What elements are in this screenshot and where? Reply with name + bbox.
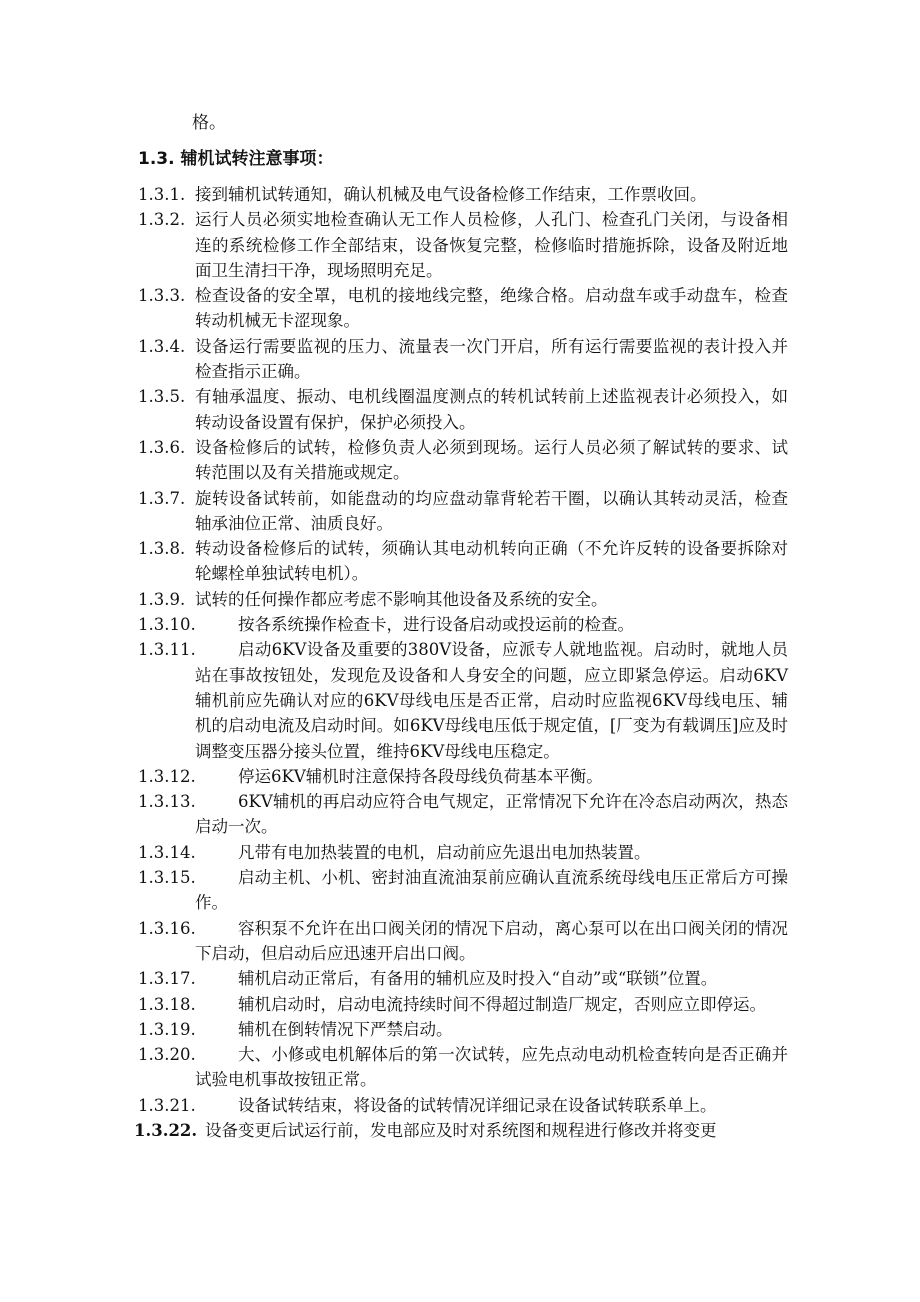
list-item — [138, 182, 788, 207]
item-number: 1.3.10. — [138, 615, 196, 635]
section-heading — [138, 146, 334, 172]
section-number: 1.3. — [138, 149, 175, 169]
item-number: 1.3.22. — [134, 1120, 198, 1140]
item-number: 1.3.1. — [138, 185, 186, 204]
section-title: 辅机试转注意事项： — [180, 149, 334, 169]
item-number: 1.3.5. — [138, 387, 186, 407]
item-text: 凡带有电加热装置的电机，启动前应先退出电加热装置。 — [238, 842, 651, 862]
item-text: 设备检修后的试转，检修负责人必须到现场。运行人员必须了解试转的要求、试转范围以及有关措施或规定。 — [195, 437, 788, 483]
item-number: 1.3.19. — [138, 1019, 196, 1039]
item-text: 检查设备的安全罩，电机的接地线完整，绝缘合格。启动盘车或手动盘车，检查转动机械无卡涩现象。 — [195, 286, 788, 331]
item-text: 辅机启动时，启动电流持续时间不得超过制造厂规定，否则应立即停运。 — [238, 994, 766, 1014]
item-text: 按各系统操作检查卡，进行设备启动或投运前的检查。 — [238, 615, 634, 635]
item-text: 试转的任何操作都应考虑不影响其他设备及系统的安全。 — [195, 589, 608, 609]
item-number: 1.3.11. — [138, 640, 196, 660]
list-item — [138, 865, 788, 916]
item-text: 有轴承温度、振动、电机线圈温度测点的转机试转前上述监视表计必须投入，如转动设备设置有保护，保护必须投入。 — [195, 387, 788, 432]
list-item — [138, 840, 788, 865]
list-item — [138, 207, 788, 283]
item-number: 1.3.2. — [138, 210, 186, 230]
list-item — [138, 966, 788, 991]
list-item — [134, 1118, 788, 1143]
item-number: 1.3.14. — [138, 842, 196, 862]
item-text: 6KV辅机的再启动应符合电气规定，正常情况下允许在冷态启动两次，热态启动一次。 — [195, 792, 788, 837]
list-item — [138, 283, 788, 334]
list-item — [138, 334, 788, 385]
item-number: 1.3.3. — [138, 286, 186, 306]
item-number: 1.3.18. — [138, 994, 196, 1014]
list-item — [138, 637, 788, 763]
item-number: 1.3.15. — [138, 868, 196, 888]
list-item — [138, 536, 788, 587]
item-number: 1.3.12. — [138, 766, 196, 786]
item-text: 启动6KV设备及重要的380V设备，应派专人就地监视。启动时，就地人员站在事故按钮处，发现危及设备和人身安全的问题，应立即紧急停运。启动6KV辅机前应先确认对应的6KV母线电压是否正常，启动时应监视6KV母线电压、辅机的启动电流及启动时间。如6KV母线电压低于规定值，[厂变为有载调压]应及时调整变压器分接头位置，维持6KV母线电压稳定。 — [195, 640, 788, 761]
item-text: 旋转设备试转前，如能盘动的均应盘动靠背轮若干圈，以确认其转动灵活，检查轴承油位正常、油质良好。 — [195, 488, 788, 533]
item-text: 大、小修或电机解体后的第一次试转，应先点动电动机检查转向是否正确并试验电机事故按钮正常。 — [195, 1045, 788, 1090]
item-text: 接到辅机试转通知，确认机械及电气设备检修工作结束，工作票收回。 — [195, 185, 707, 204]
list-item — [138, 486, 788, 537]
list-item — [138, 764, 788, 789]
list-item — [138, 1017, 788, 1042]
item-number: 1.3.9. — [138, 589, 186, 609]
item-text: 转动设备检修后的试转，须确认其电动机转向正确（不允许反转的设备要拆除对轮螺栓单独试转电机）。 — [195, 539, 788, 584]
list-item — [138, 992, 788, 1017]
list-item — [138, 384, 788, 435]
list-item — [138, 916, 788, 967]
item-number: 1.3.6. — [138, 437, 186, 457]
list-item — [138, 1093, 788, 1118]
list-item — [138, 1042, 788, 1093]
list-item — [138, 587, 788, 612]
item-text: 辅机在倒转情况下严禁启动。 — [238, 1019, 453, 1039]
item-number: 1.3.21. — [138, 1095, 196, 1115]
item-text: 运行人员必须实地检查确认无工作人员检修，人孔门、检查孔门关闭，与设备相连的系统检修工作全部结束，设备恢复完整，检修临时措施拆除，设备及附近地面卫生清扫干净，现场照明充足。 — [195, 210, 788, 280]
item-number: 1.3.17. — [138, 969, 196, 989]
list-item — [138, 789, 788, 840]
item-number: 1.3.13. — [138, 792, 196, 812]
item-text: 设备变更后试运行前，发电部应及时对系统图和规程进行修改并将变更 — [205, 1120, 717, 1140]
item-text: 停运6KV辅机时注意保持各段母线负荷基本平衡。 — [238, 766, 603, 786]
item-text: 辅机启动正常后，有备用的辅机应及时投入“自动”或“联锁”位置。 — [238, 969, 718, 989]
item-number: 1.3.16. — [138, 918, 196, 938]
item-list — [134, 182, 788, 1143]
continuation-text: 格。 — [192, 113, 226, 133]
item-text: 容积泵不允许在出口阀关闭的情况下启动，离心泵可以在出口阀关闭的情况下启动，但启动后应迅速开启出口阀。 — [195, 918, 788, 963]
item-text: 设备运行需要监视的压力、流量表一次门开启，所有运行需要监视的表计投入并检查指示正确。 — [195, 336, 788, 382]
list-item — [138, 435, 788, 486]
item-number: 1.3.20. — [138, 1045, 196, 1065]
item-text: 设备试转结束，将设备的试转情况详细记录在设备试转联系单上。 — [238, 1095, 717, 1115]
item-number: 1.3.4. — [138, 336, 186, 356]
item-number: 1.3.7. — [138, 488, 186, 508]
item-number: 1.3.8. — [138, 539, 186, 559]
list-item — [138, 612, 788, 637]
item-text: 启动主机、小机、密封油直流油泵前应确认直流系统母线电压正常后方可操作。 — [195, 868, 788, 913]
